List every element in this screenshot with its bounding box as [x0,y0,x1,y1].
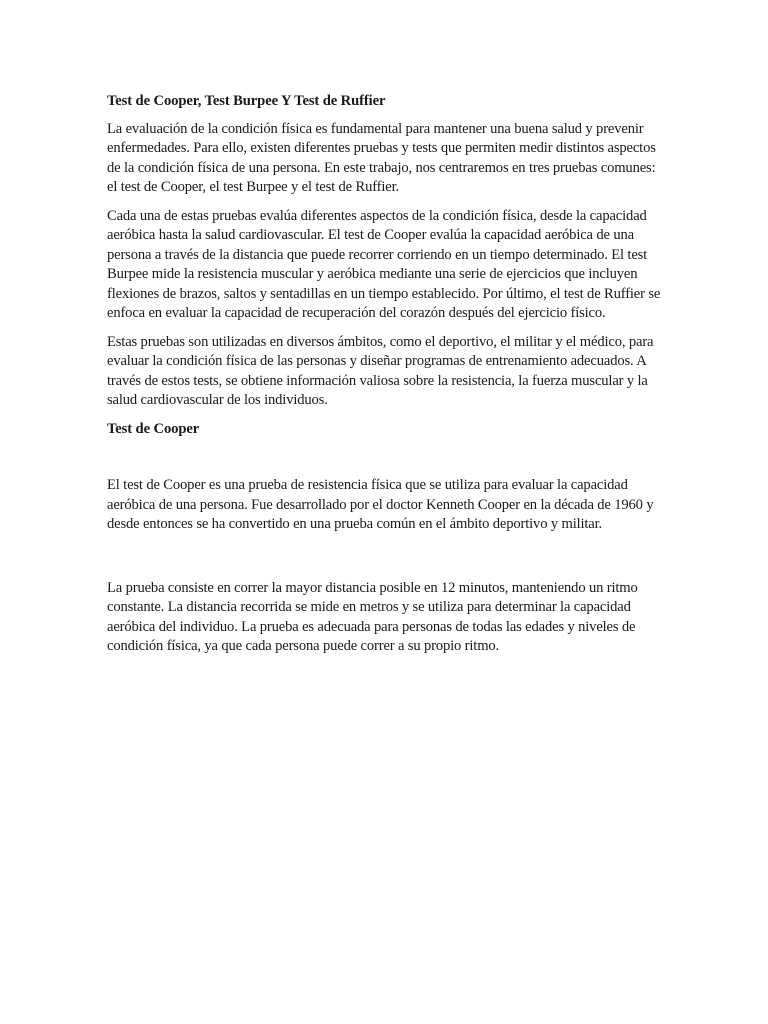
blank-line [107,544,663,579]
cooper-paragraph-1: El test de Cooper es una prueba de resistencia física que se utiliza para evaluar la capacidad aeróbica de una persona. Fue desarrollado por el doctor Kenneth Cooper en la década de 1960 y desde entonces se ha convertido en una prueba común en el ámbito deportivo y militar. [107,477,654,532]
cooper-paragraph-2: La prueba consiste en correr la mayor distancia posible en 12 minutos, manteniendo un ritmo constante. La distancia recorrida se mide en metros y se utiliza para determinar la capacidad aeróbica del individuo. La prueba es adecuada para personas de todas las edades y niveles de condición física, ya que cada persona puede correr a su propio ritmo. [107,579,638,654]
blank-line [107,447,663,476]
document-page [107,92,663,666]
document-title: Test de Cooper, Test Burpee Y Test de Ruffier [107,93,386,109]
section-heading-cooper: Test de Cooper [107,420,200,437]
intro-paragraph-2: Cada una de estas pruebas evalúa diferentes aspectos de la condición física, desde la capacidad aeróbica hasta la salud cardiovascular. El test de Cooper evalúa la capacidad aeróbica de una persona a través de la distancia que puede recorrer corriendo en un tiempo determinado. El test Burpee mide la resistencia muscular y aeróbica mediante una serie de ejercicios que incluyen flexiones de brazos, saltos y sentadillas en un tiempo establecido. Por último, el test de Ruffier se enfoca en evaluar la capacidad de recuperación del corazón después del ejercicio físico. [107,207,661,321]
intro-paragraph-3: Estas pruebas son utilizadas en diversos ámbitos, como el deportivo, el militar y el médico, para evaluar la condición física de las personas y diseñar programas de entrenamiento adecuados. A través de estos tests, se obtiene información valiosa sobre la resistencia, la fuerza muscular y la salud cardiovascular de los individuos. [107,333,654,408]
intro-paragraph-1: La evaluación de la condición física es fundamental para mantener una buena salud y prevenir enfermedades. Para ello, existen diferentes pruebas y tests que permiten medir distintos aspectos de la condición física de una persona. En este trabajo, nos centraremos en tres pruebas comunes: el test de Cooper, el test Burpee y el test de Ruffier. [107,120,656,195]
